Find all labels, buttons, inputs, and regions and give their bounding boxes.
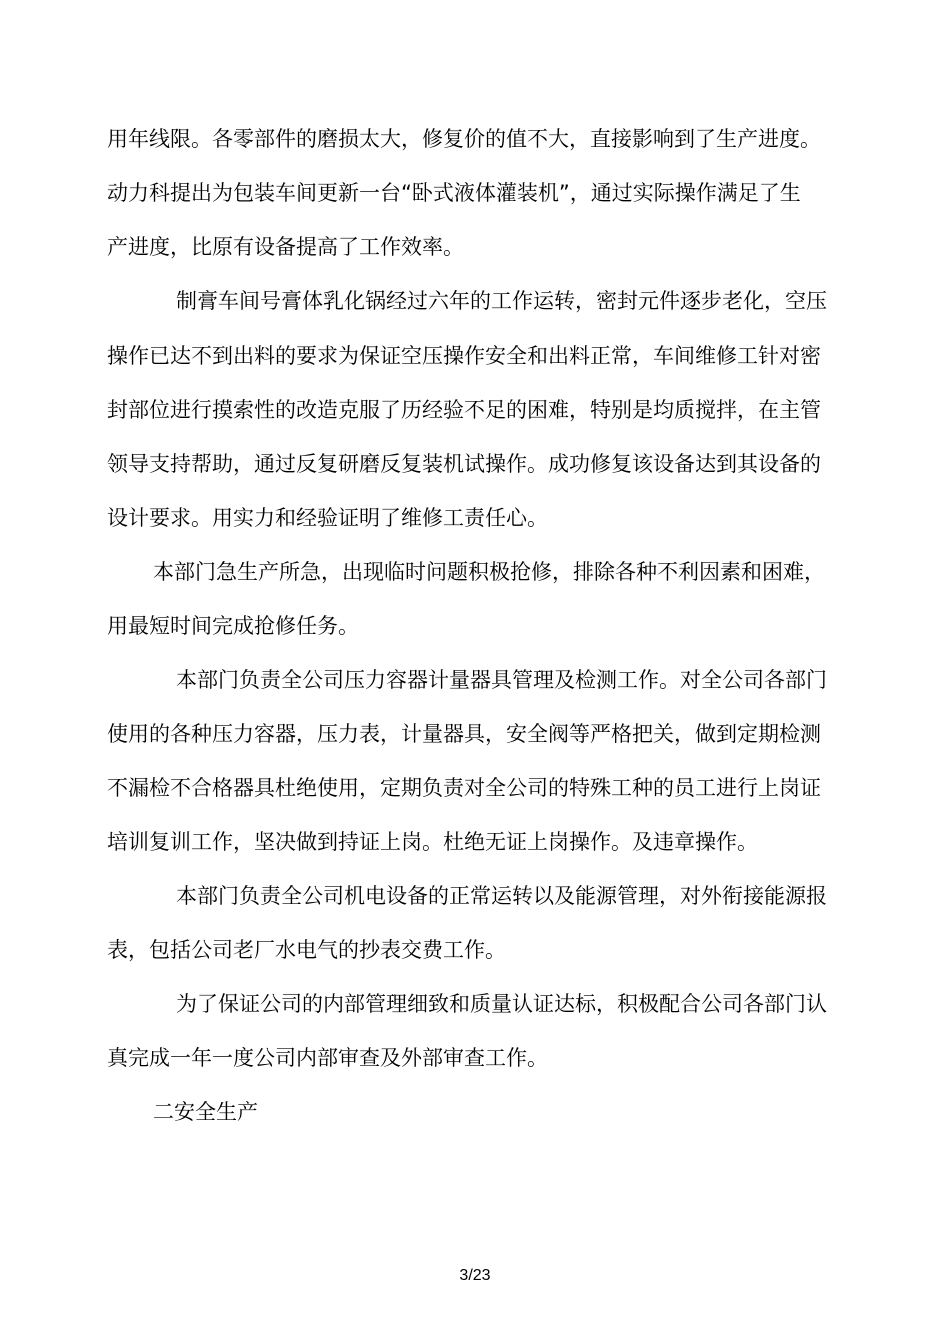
text-line: 动力科提出为包装车间更新一台“卧式液体灌装机”，通过实际操作满足了生 [107, 181, 801, 205]
text-line: 用最短时间完成抢修任务。 [107, 614, 359, 638]
text-line: 本部门负责全公司压力容器计量器具管理及检测工作。对全公司各部门 [176, 668, 827, 692]
text-line: 用年线限。各零部件的磨损太大，修复价的值不大，直接影响到了生产进度。 [107, 127, 821, 151]
text-line: 使用的各种压力容器，压力表，计量器具，安全阀等严格把关，做到定期检测 [107, 722, 821, 746]
text-line: 表，包括公司老厂水电气的抄表交费工作。 [107, 938, 506, 962]
text-line: 培训复训工作，坚决做到持证上岗。杜绝无证上岗操作。及违章操作。 [107, 830, 758, 854]
text-line: 领导支持帮助，通过反复研磨反复装机试操作。成功修复该设备达到其设备的 [107, 452, 821, 476]
section-heading: 二安全生产 [153, 1100, 258, 1124]
text-line: 本部门急生产所急，出现临时问题积极抢修，排除各种不利因素和困难， [153, 560, 825, 584]
text-line: 设计要求。用实力和经验证明了维修工责任心。 [107, 506, 548, 530]
page-number: 3/23 [459, 1267, 491, 1284]
text-line: 为了保证公司的内部管理细致和质量认证达标，积极配合公司各部门认 [176, 992, 827, 1016]
text-line: 真完成一年一度公司内部审查及外部审查工作。 [107, 1046, 548, 1070]
text-line: 制膏车间号膏体乳化锅经过六年的工作运转，密封元件逐步老化，空压 [176, 289, 827, 313]
text-line: 操作已达不到出料的要求为保证空压操作安全和出料正常，车间维修工针对密 [107, 344, 821, 368]
text-line: 封部位进行摸索性的改造克服了历经验不足的困难，特别是均质搅拌，在主管 [107, 398, 821, 422]
text-line: 不漏检不合格器具杜绝使用，定期负责对全公司的特殊工种的员工进行上岗证 [107, 776, 821, 800]
text-line: 产进度，比原有设备提高了工作效率。 [107, 235, 464, 259]
text-line: 本部门负责全公司机电设备的正常运转以及能源管理，对外衔接能源报 [176, 884, 827, 908]
